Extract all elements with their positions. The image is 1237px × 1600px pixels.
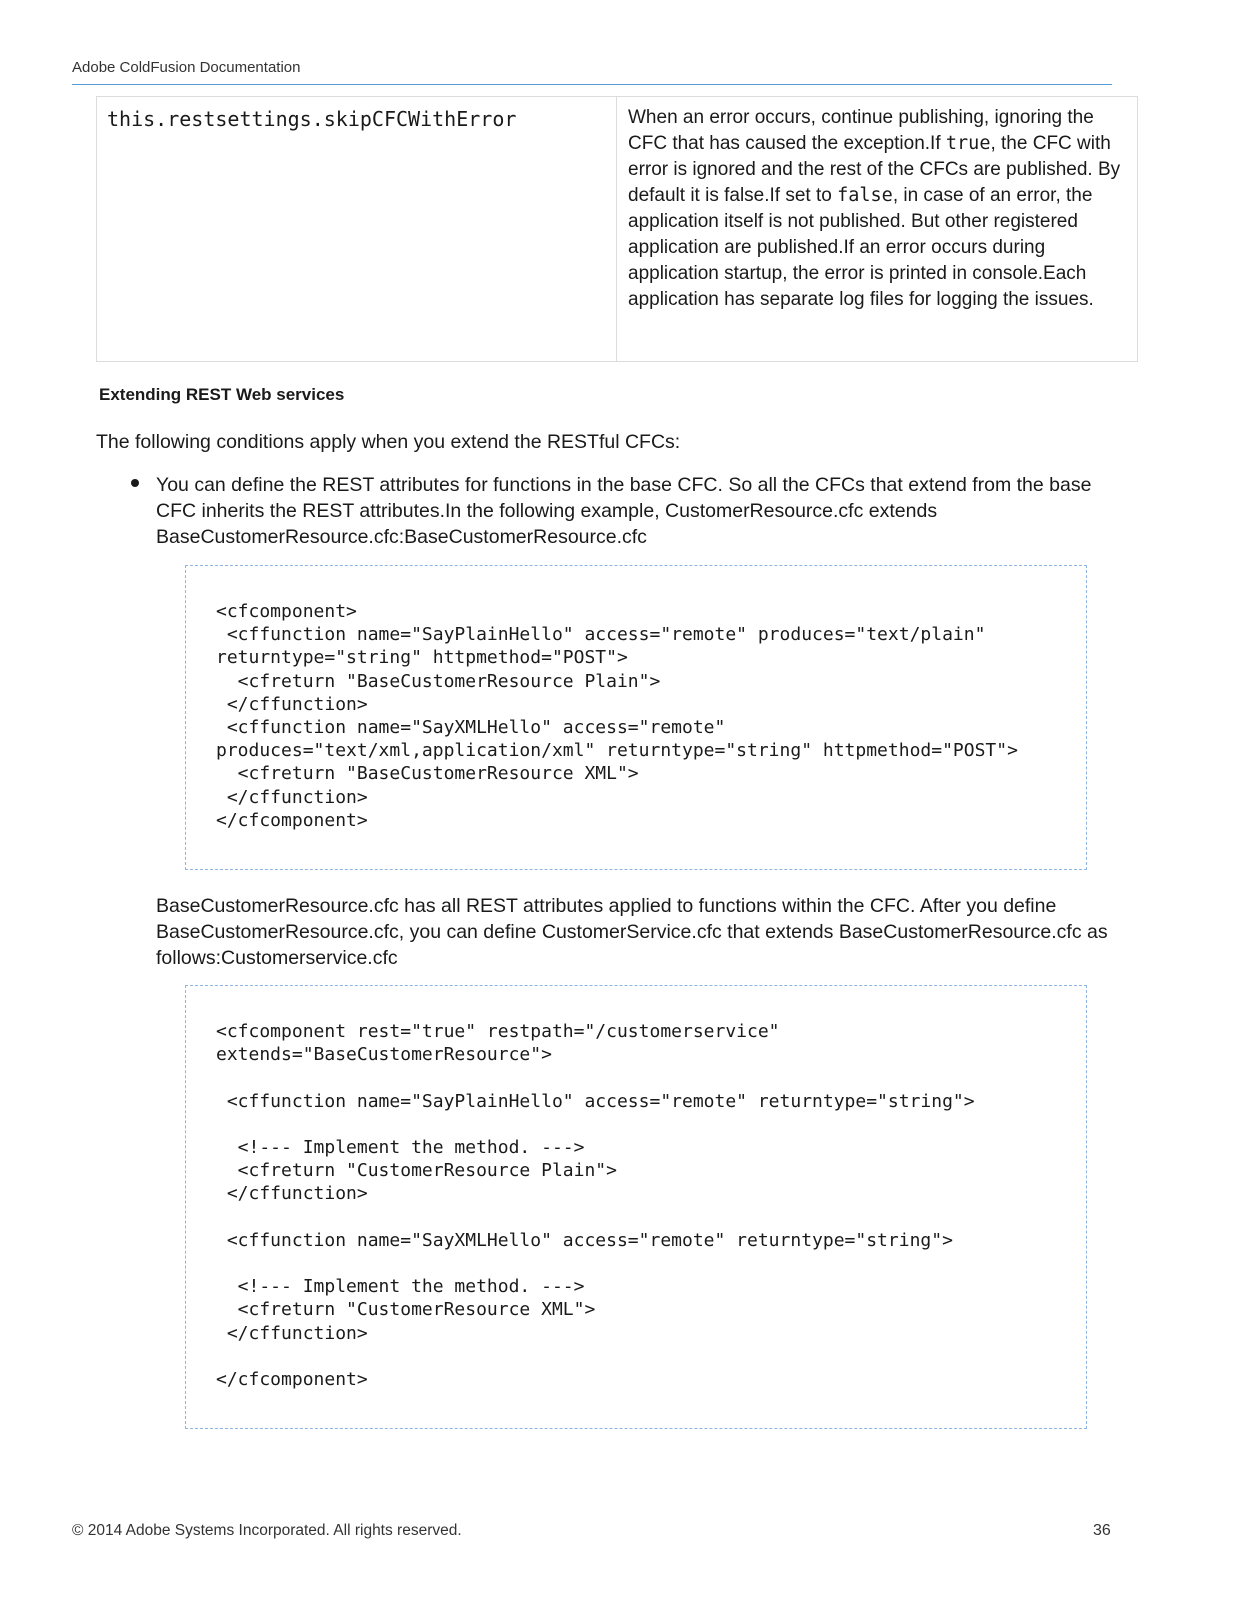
code-literal-false: false [837,185,893,206]
code-block-customer-service [185,985,1087,1429]
conditions-list [130,472,1120,550]
intro-paragraph: The following conditions apply when you extend the RESTful CFCs: [96,431,681,453]
settings-table [96,96,1138,362]
footer-copyright: © 2014 Adobe Systems Incorporated. All rights reserved. [72,1522,462,1539]
setting-description-cell [617,97,1137,361]
list-item [130,472,1120,550]
setting-key-cell: this.restsettings.skipCFCWithError [97,97,617,361]
list-item-text: You can define the REST attributes for functions in the base CFC. So all the CFCs that extend from the base CFC inherits the REST attributes.In the following example, CustomerResource.cfc extends BaseCustomerResource.cfc:BaseCustomerResource.cfc [156,474,1092,548]
code-literal-true: true [945,133,991,154]
setting-description-text: When an error occurs, continue publishing, ignoring the CFC that has caused the exception.If [628,107,1094,154]
setting-description-text: , the CFC with error is ignored and the rest of the CFCs are published. By default it is false.If set to [628,133,1121,206]
setting-description-text: , in case of an error, the application itself is not published. But other registered application are published.If an error occurs during application startup, the error is printed in console.Each application has separate log files for logging the issues. [628,185,1094,310]
code-text: <cfcomponent> <cffunction name="SayPlainHello" access="remote" produces="text/plain" returntype="string" httpmethod="POST"> <cfreturn "BaseCustomerResource Plain"> </cffunction> <cffunction name="SayXMLHello" access="remote" produces="text/xml,application/xml" returntype="string" httpmethod="POST"> <cfreturn "BaseCustomerResource XML"> </cffunction> </cfcomponent> [216,601,1018,831]
explanation-paragraph: BaseCustomerResource.cfc has all REST attributes applied to functions within the CFC. After you define BaseCustomerResource.cfc, you can define CustomerService.cfc that extends BaseCustomerResource.cfc as follows:Customerservice.cfc [156,895,1108,969]
section-heading: Extending REST Web services [99,385,345,404]
page-number: 36 [1093,1522,1111,1539]
document-header-title: Adobe ColdFusion Documentation [72,59,301,76]
bullet-icon [131,479,139,487]
code-block-base-resource [185,565,1087,870]
header-divider [72,84,1112,85]
code-text: <cfcomponent rest="true" restpath="/customerservice" extends="BaseCustomerResource"> <cffunction name="SayPlainHello" access="remote" returntype="string"> <!--- Implement the method. ---> <cfreturn "CustomerResource Plain"> </cffunction> <cffunction name="SayXMLHello" access="remote" returntype="string"> <!--- Implement the method. ---> <cfreturn "CustomerResource XML"> </cffunction> </cfcomponent> [216,1021,975,1391]
